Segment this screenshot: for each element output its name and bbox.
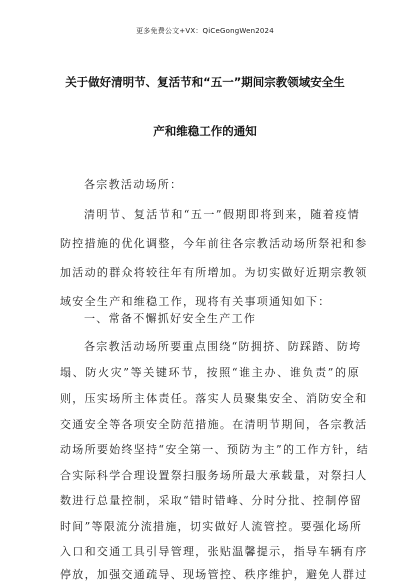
paragraph-2-line: 动场所要始终坚持“安全第一、预防为主”的工作方针，结 — [60, 443, 370, 456]
paragraph-2-line: 则，压实场所主体责任。落实人员聚集安全、消防安全和 — [60, 392, 368, 405]
paragraph-2-line: 数进行总量控制，采取“错时错峰、分时分批、控制停留 — [60, 494, 363, 507]
document-title-line-2: 产和维稳工作的通知 — [153, 124, 257, 138]
paragraph-2-line: 入口和交通工具引导管理，张贴温馨提示，指导车辆有序 — [60, 545, 368, 558]
header-note: 更多免费公文+VX：QiCeGongWen2024 — [136, 27, 274, 35]
section-1-heading: 一、常备不懈抓好安全生产工作 — [84, 312, 257, 325]
paragraph-1-line: 域安全生产和维稳工作，现将有关事项通知如下： — [60, 295, 331, 308]
paragraph-2-line: 交通安全等各项安全防范措施。在清明节期间，各宗教活 — [60, 418, 368, 431]
document-title-line-1: 关于做好清明节、复活节和“五一”期间宗教领域安全生 — [65, 75, 345, 89]
paragraph-2-line: 合实际科学合理设置祭扫服务场所最大承载量，对祭扫人 — [60, 469, 368, 482]
paragraph-1-line: 清明节、复活节和“五一”假期即将到来，随着疫情 — [84, 208, 360, 221]
paragraph-2-line: 停放，加强交通疏导、现场管控、秩序维护，避免人群过 — [60, 568, 368, 581]
paragraph-1-line: 防控措施的优化调整，今年前往各宗教活动场所祭祀和参 — [60, 237, 368, 250]
paragraph-2-line: 时间”等限流分流措施，切实做好人流管控。要强化场所 — [60, 520, 363, 533]
paragraph-2-line: 各宗教活动场所要重点围绕“防拥挤、防踩踏、防垮 — [84, 340, 362, 353]
paragraph-1-line: 加活动的群众将较往年有所增加。为切实做好近期宗教领 — [60, 266, 368, 279]
salutation: 各宗教活动场所： — [84, 178, 183, 191]
paragraph-2-line: 塌、防火灾”等关键环节，按照“谁主办、谁负责”的原 — [60, 366, 360, 379]
